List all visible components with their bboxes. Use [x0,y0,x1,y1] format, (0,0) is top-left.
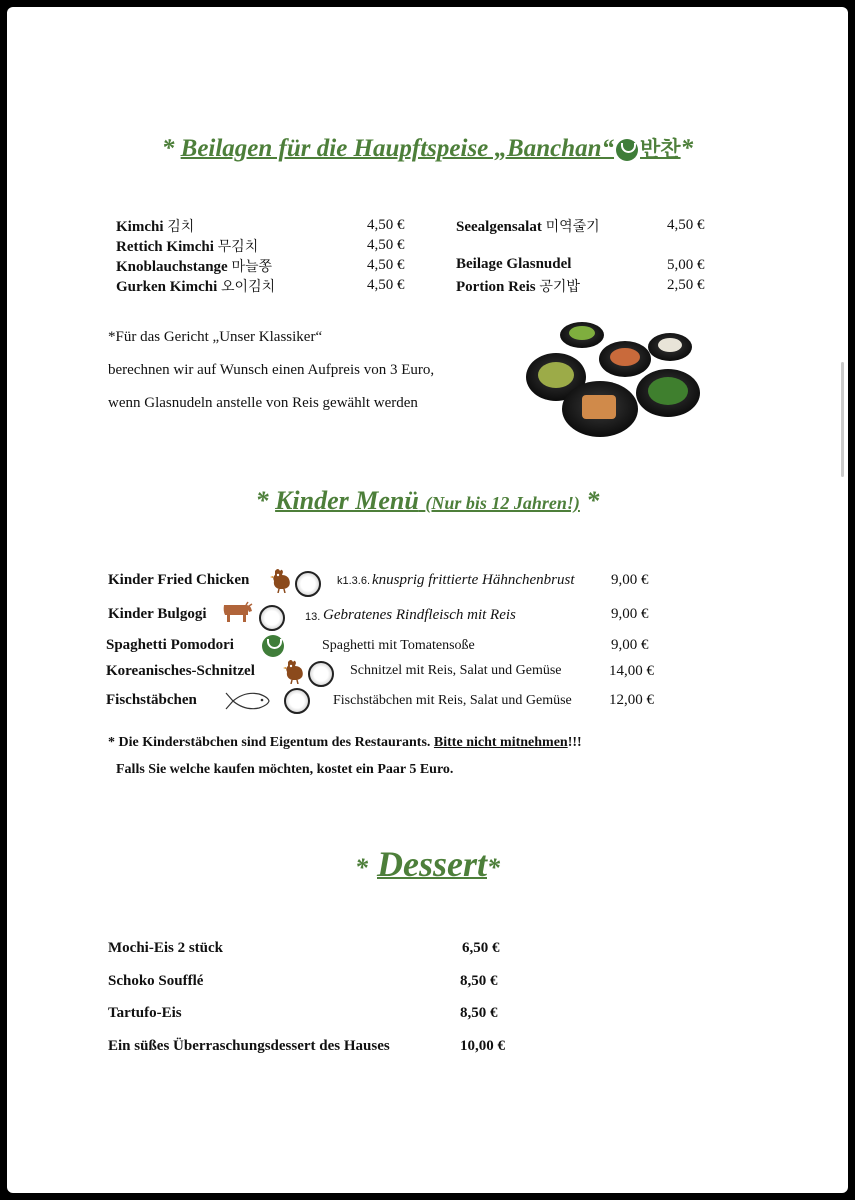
chicken-icon [282,658,306,684]
kinder-item-price: 9,00 € [611,606,649,622]
vegan-icon [262,635,284,657]
scrollbar[interactable] [841,362,844,477]
fish-icon [225,690,271,712]
banchan-note-line: wenn Glasnudeln anstelle von Reis gewählt werden [108,395,418,411]
kinder-item-name: Fischstäbchen [106,692,197,708]
banchan-food-photo [520,317,705,442]
banchan-item-name: Beilage Glasnudel [456,256,572,272]
banchan-item-price: 5,00 € [667,257,705,273]
kinder-item-price: 9,00 € [611,572,649,588]
banchan-heading-star-end: * [680,135,694,162]
banchan-heading-title: Beilagen für die Haupftspeise „Banchan“ [180,135,615,162]
dessert-item-name: Tartufo-Eis [108,1005,182,1021]
dessert-heading [7,843,848,885]
kinder-item-desc: knusprig frittierte Hähnchenbrust [372,572,575,588]
banchan-note-line: berechnen wir auf Wunsch einen Aufpreis von 3 Euro, [108,362,435,378]
rice-bowl-icon [284,688,310,714]
cow-icon [221,601,253,623]
kinder-item-name: Koreanisches-Schnitzel [106,663,255,679]
banchan-item-name: Kimchi 김치 [116,219,195,235]
banchan-item-name: Portion Reis 공기밥 [456,279,580,295]
kinder-note-warning: Bitte nicht mitnehmen [433,735,568,750]
banchan-item-name: Gurken Kimchi 오이김치 [116,279,276,295]
kinder-item-allergens: 13. [305,611,321,623]
kinder-heading-subtitle: (Nur bis 12 Jahren!) [425,493,580,513]
menu-page [7,7,848,1193]
banchan-item-price: 4,50 € [367,237,405,253]
banchan-heading-korean: 반찬 [640,137,681,161]
dessert-item-price: 6,50 € [462,940,500,956]
banchan-item-name: Seealgensalat 미역줄기 [456,219,600,235]
dessert-item-price: 10,00 € [460,1038,505,1054]
kinder-item-desc: Gebratenes Rindfleisch mit Reis [323,607,516,623]
chicken-icon [269,567,293,593]
kinder-item-desc: Spaghetti mit Tomatensoße [322,638,475,653]
banchan-item-name: Rettich Kimchi 무김치 [116,239,259,255]
dessert-item-price: 8,50 € [460,1005,498,1021]
dessert-heading-star-end: * [487,853,500,882]
kinder-item-desc: Schnitzel mit Reis, Salat und Gemüse [350,663,562,678]
dessert-heading-title: Dessert [377,844,487,884]
banchan-heading-star: * [161,135,175,162]
kinder-item-price: 9,00 € [611,637,649,653]
banchan-item-price: 4,50 € [667,217,705,233]
dessert-item-name: Mochi-Eis 2 stück [108,940,224,956]
banchan-item-price: 4,50 € [367,257,405,273]
dessert-item-name: Schoko Soufflé [108,973,204,989]
kinder-item-price: 12,00 € [609,692,654,708]
dessert-heading-star: * [355,853,368,882]
vegan-icon [616,139,638,161]
kinder-item-desc: Fischstäbchen mit Reis, Salat und Gemüse [333,693,572,708]
dessert-item-name: Ein süßes Überraschungsdessert des Hauses [108,1038,390,1054]
kinder-note-price: Falls Sie welche kaufen möchten, kostet ein Paar 5 Euro. [116,762,454,777]
kinder-item-price: 14,00 € [609,663,654,679]
rice-bowl-icon [308,661,334,687]
kinder-item-allergens: k1.3.6. [337,575,371,587]
kinder-heading-title: Kinder Menü [275,486,419,515]
kinder-heading-star-end: * [586,486,600,515]
kinder-note-chopsticks: * Die Kinderstäbchen sind Eigentum des Restaurants. Bitte nicht mitnehmen!!! [108,735,582,750]
kinder-item-name: Kinder Fried Chicken [108,572,250,588]
dessert-item-price: 8,50 € [460,973,498,989]
rice-bowl-icon [259,605,285,631]
banchan-item-price: 2,50 € [667,277,705,293]
banchan-item-name: Knoblauchstange 마늘쫑 [116,259,273,275]
banchan-heading [7,133,848,163]
banchan-item-price: 4,50 € [367,217,405,233]
rice-bowl-icon [295,571,321,597]
banchan-note-line: *Für das Gericht „Unser Klassiker“ [108,329,323,345]
kinder-item-name: Spaghetti Pomodori [106,637,234,653]
kinder-heading [7,486,848,516]
banchan-item-price: 4,50 € [367,277,405,293]
kinder-heading-star: * [255,486,269,515]
kinder-item-name: Kinder Bulgogi [108,606,207,622]
